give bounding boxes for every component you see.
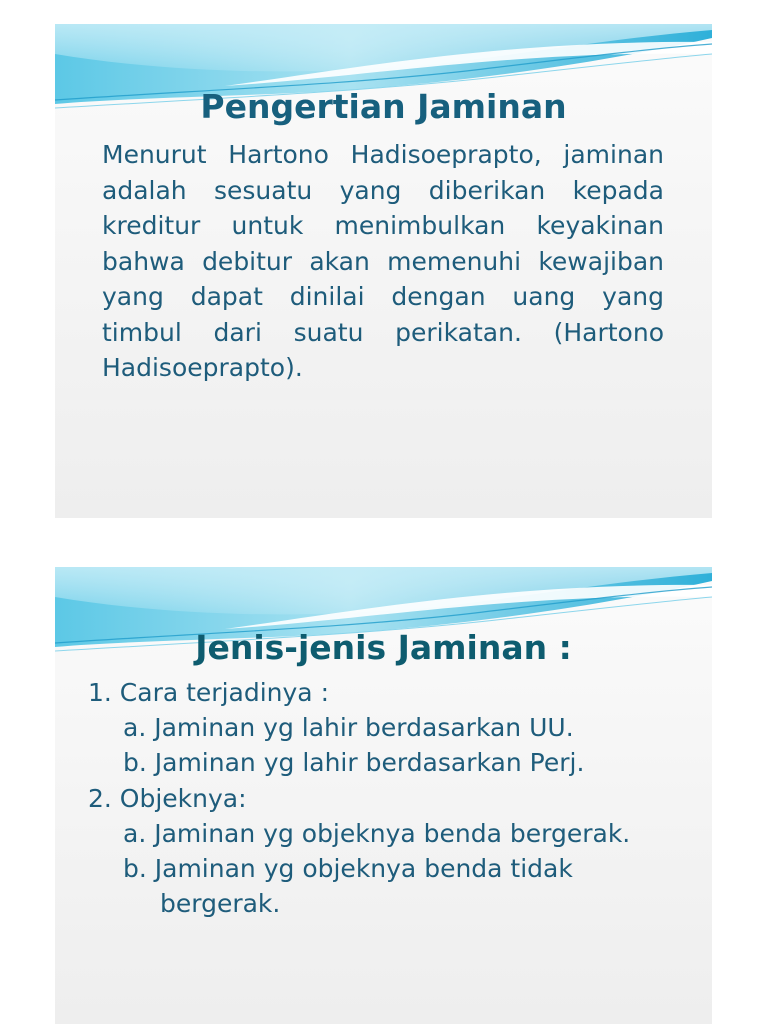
slide-2 [55, 567, 712, 1024]
definition-paragraph [102, 137, 664, 386]
paragraph-line: kreditur untuk menimbulkan keyakinan [102, 211, 664, 240]
sub-list-item: b. Jaminan yg lahir berdasarkan Perj. [123, 748, 585, 778]
sub-list-item: a. Jaminan yg lahir berdasarkan UU. [123, 713, 574, 743]
paragraph-line: timbul dari suatu perikatan. (Hartono [102, 317, 664, 347]
types-list [88, 675, 698, 921]
paragraph-line: bahwa debitur akan memenuhi kewajiban [102, 246, 664, 276]
sub-list-item-continuation: bergerak. [160, 889, 281, 919]
paragraph-line: Menurut Hartono Hadisoeprapto, jaminan [102, 140, 664, 169]
list-item: 2. Objeknya: [88, 783, 247, 813]
paragraph-line: Hadisoeprapto). [102, 353, 303, 382]
paragraph-line: yang dapat dinilai dengan uang yang [102, 282, 664, 311]
slide-1 [55, 24, 712, 518]
slide-title: Jenis-jenis Jaminan : [195, 628, 572, 667]
sub-list-item: a. Jaminan yg objeknya benda bergerak. [123, 818, 631, 848]
list-item: 1. Cara terjadinya : [88, 678, 329, 707]
slide-title: Pengertian Jaminan [200, 87, 567, 126]
sub-list-item: b. Jaminan yg objeknya benda tidak [123, 853, 573, 883]
paragraph-line: adalah sesuatu yang diberikan kepada [102, 175, 664, 205]
